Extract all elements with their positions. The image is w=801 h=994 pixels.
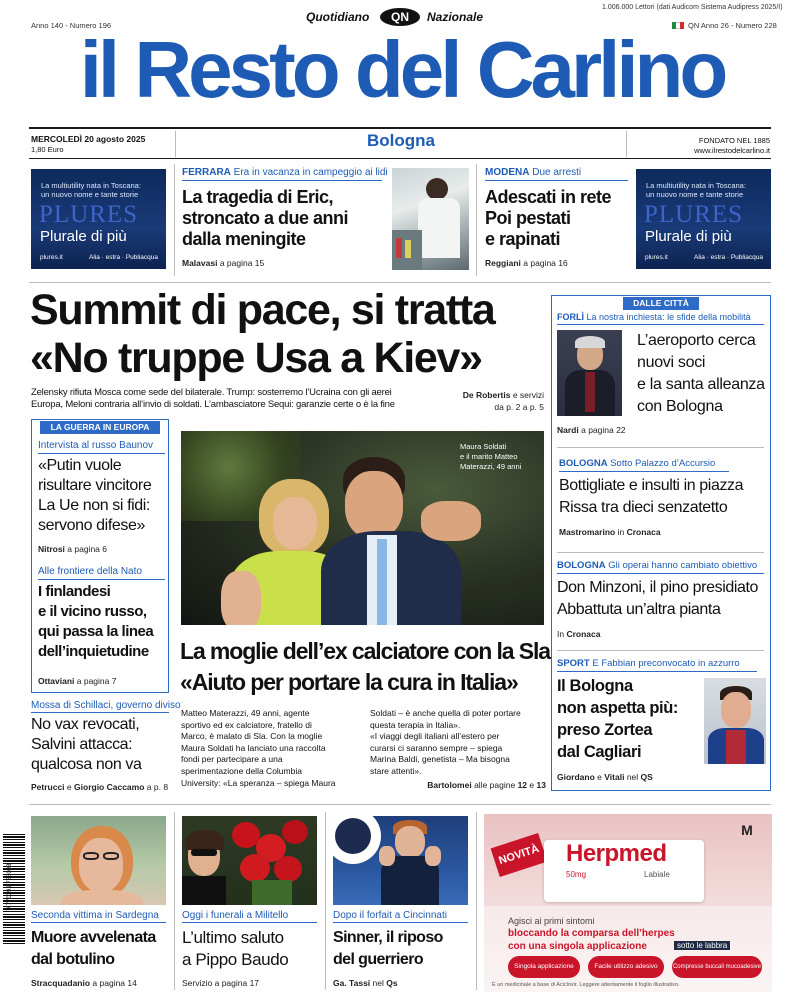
forli-line-2: nuovi soci: [637, 354, 706, 371]
issue-number-right: QN Anno 26 - Numero 228: [688, 21, 777, 30]
lead-summary: [31, 387, 395, 411]
sinner-author: Ga. Tassi: [333, 978, 371, 988]
ferrara-kicker: [182, 167, 388, 178]
lead-pages: da p. 2 a p. 5: [494, 402, 544, 412]
botulino-author: Stracquadanio: [31, 978, 91, 988]
sport-place: SPORT: [557, 658, 590, 669]
botulino-photo: [31, 816, 166, 905]
lead-headline-2: «No truppe Usa a Kiev»: [30, 334, 482, 382]
novax-and: e: [66, 782, 72, 792]
herpmed-footer: È un medicinale a base di Aciclovir. Leggere attentamente il foglio illustrativo.: [492, 982, 680, 988]
bologna2-kicker: [557, 560, 757, 571]
novax-line-3: qualcosa non va: [31, 756, 142, 773]
zortea-photo: [704, 678, 766, 764]
lab-photo: [392, 168, 469, 270]
ad-left-brand: PLURES: [39, 201, 139, 228]
founded-note: FONDATO NEL 1885: [698, 136, 770, 145]
baunov-page: a pagina 6: [67, 544, 107, 554]
sport-author-1: Giordano: [557, 772, 595, 782]
ad-left-partners: Alia · estra · Publiacqua: [89, 254, 159, 261]
baudo-line-2: a Pippo Baudo: [182, 950, 289, 969]
botulino-headline[interactable]: [31, 927, 156, 971]
ad-left-line2: un nuovo nome e tante storie: [41, 190, 139, 199]
bologna2-kicker-text: Gli operai hanno cambiato obiettivo: [608, 560, 758, 571]
forli-headline[interactable]: [637, 330, 765, 418]
herpmed-novita: NOVITÀ: [491, 833, 548, 877]
novax-line-1: No vax revocati,: [31, 716, 140, 733]
main-page-and: e: [529, 780, 535, 790]
bologna1-kicker-text: Sotto Palazzo d’Accursio: [610, 458, 716, 469]
plures-ad-left[interactable]: [31, 169, 166, 269]
nato-line-4: dell’inquietudine: [38, 643, 149, 660]
modena-author: Reggiani: [485, 258, 521, 268]
herpmed-line-3: con una singola applicazione: [508, 941, 647, 952]
main-col1-line-4: Maura Soldati ha lanciato una raccolta: [181, 742, 326, 753]
bologna1-author: Mastromarino: [559, 527, 616, 537]
nato-byline: [38, 676, 116, 686]
botulino-byline: [31, 978, 137, 988]
lead-headline[interactable]: [30, 286, 495, 382]
modena-headline-1: Adescati in rete: [485, 187, 612, 207]
main-page-prefix: alle pagine: [474, 780, 516, 790]
sport-byline: [557, 772, 653, 782]
sport-section: QS: [640, 772, 653, 782]
newspaper-title[interactable]: il Resto del Carlino: [79, 25, 725, 114]
sinner-headline[interactable]: [333, 927, 443, 971]
photo-caption-3: Materazzi, 49 anni: [460, 462, 522, 471]
war-box-header: LA GUERRA IN EUROPA: [40, 421, 160, 434]
ad-left-url: plures.it: [40, 254, 63, 261]
sport-line-4: dal Cagliari: [557, 743, 642, 761]
sinner-kicker: Dopo il forfait a Cincinnati: [333, 910, 447, 921]
sinner-line-1: Sinner, il riposo: [333, 929, 443, 946]
bologna1-line-1: Bottigliate e insulti in piazza: [559, 477, 744, 494]
bologna1-headline[interactable]: [559, 475, 743, 519]
lead-author-suffix: e servizi: [512, 390, 544, 400]
main-col2-line-6: stare attenti».: [370, 765, 422, 776]
baudo-headline[interactable]: [182, 927, 288, 971]
ferrara-place: FERRARA: [182, 167, 231, 178]
bologna1-kicker: [559, 458, 715, 469]
forli-page: a pagina 22: [581, 425, 626, 435]
main-col2-line-2: questa terapia in Italia».: [370, 719, 461, 730]
issue-price: 1,80 Euro: [31, 145, 64, 154]
forli-photo: [557, 330, 622, 416]
plures-ad-right[interactable]: [636, 169, 771, 269]
bologna1-place: BOLOGNA: [559, 458, 608, 469]
novax-page: a p. 8: [146, 782, 169, 792]
main-col1-line-5: fondi per partecipare a una: [181, 754, 283, 765]
forli-kicker: [557, 312, 751, 322]
lead-summary-1: Zelensky rifiuta Mosca come sede del bilaterale. Trump: sosterremo l’Ucraina con gli aerei: [31, 387, 392, 398]
modena-byline: [485, 258, 568, 268]
main-col1-line-3: Marco, è malato di Sla. Con la moglie: [181, 731, 323, 742]
forli-kicker-text: La nostra inchiesta: le sfide della mobilità: [586, 312, 751, 322]
baunov-byline: [38, 544, 107, 554]
baunov-line-2: risultare vincitore: [38, 477, 152, 494]
herpmed-line-1: Agisci ai primi sintomi: [508, 916, 595, 926]
herpmed-line-3b: sotto le labbra: [674, 941, 730, 950]
photo-caption: [460, 442, 521, 472]
readers-note: 1.006.000 Lettori (dati Audicom Sistema Audipress 2025/I): [602, 4, 783, 11]
bologna2-in: In: [557, 629, 565, 639]
novax-author-2: Giorgio Caccamo: [74, 782, 145, 792]
ad-left-line1: La multiutility nata in Toscana:: [41, 181, 141, 190]
herpmed-badge-2: Facile utilizzo adesivo: [588, 956, 664, 978]
novax-byline: [31, 782, 168, 792]
sport-kicker-text: E Fabbian preconvocato in azzurro: [592, 658, 740, 669]
novax-line-2: Salvini attacca:: [31, 736, 133, 753]
edition-city[interactable]: Bologna: [367, 131, 435, 150]
bologna2-section: Cronaca: [566, 629, 601, 639]
nato-author: Ottaviani: [38, 676, 75, 686]
baunov-line-1: «Putin vuole: [38, 457, 122, 474]
barcode-number: 9 770391 788008: [7, 863, 13, 911]
ferrara-headline-1: La tragedia di Eric,: [182, 187, 334, 207]
nato-line-1: I finlandesi: [38, 583, 111, 600]
dalle-citta-header: DALLE CITTÀ: [623, 297, 699, 310]
bologna1-byline: [559, 527, 661, 537]
ferrara-author: Malavasi: [182, 258, 218, 268]
main-col2-line-5: Marina Baldi, genetista – Ma bisogna: [370, 754, 510, 765]
herpmed-labiale: Labiale: [644, 870, 670, 879]
m-logo-icon: M: [741, 822, 753, 838]
sport-kicker: [557, 658, 740, 669]
bologna1-line-2: Rissa tra dieci senzatetto: [559, 499, 728, 516]
main-headline[interactable]: [180, 636, 550, 698]
sinner-byline: [333, 978, 398, 988]
main-story-col1: [181, 708, 359, 789]
nato-page: a pagina 7: [76, 676, 117, 686]
ferrara-headline-2: stroncato a due anni: [182, 208, 349, 229]
ferrara-page: a pagina 15: [219, 258, 265, 268]
bologna2-line-2: Abbattuta un’altra pianta: [557, 601, 721, 618]
main-col2-line-3: «I viaggi degli italiani all’estero per: [370, 731, 500, 742]
bologna2-place: BOLOGNA: [557, 560, 606, 571]
botulino-line-2: dal botulino: [31, 951, 115, 968]
baudo-line-1: L’ultimo saluto: [182, 928, 284, 947]
modena-headline-3: e rapinati: [485, 229, 561, 250]
bologna2-headline[interactable]: [557, 577, 758, 621]
baunov-headline[interactable]: [38, 456, 151, 536]
forli-author: Nardi: [557, 425, 579, 435]
lead-author: De Robertis: [462, 390, 511, 400]
photo-caption-2: e il marito Matteo: [460, 452, 518, 461]
botulino-kicker: Seconda vittima in Sardegna: [31, 910, 159, 921]
main-page-2: 13: [536, 780, 546, 790]
main-headline-2: «Aiuto per portare la cura in Italia»: [180, 669, 518, 695]
modena-kicker-text: Due arresti: [532, 167, 582, 178]
main-headline-1: La moglie dell’ex calciatore con la Sla: [180, 638, 550, 664]
herpmed-dose: 50mg: [566, 870, 587, 879]
forli-line-1: L’aeroporto cerca: [637, 332, 756, 349]
ad-right-brand: PLURES: [644, 201, 744, 228]
herpmed-line-2: bloccando la comparsa dell’herpes: [508, 928, 675, 939]
ad-left-tagline: Plurale di più: [40, 228, 127, 245]
ad-right-partners: Alia · estra · Publiacqua: [694, 254, 764, 261]
novax-author-1: Petrucci: [31, 782, 65, 792]
issue-number-left: Anno 140 - Numero 196: [31, 21, 112, 30]
sinner-nel: nel: [372, 978, 384, 988]
baudo-photo: [182, 816, 317, 905]
forli-place: FORLÌ: [557, 312, 584, 322]
ferrara-kicker-text: Era in vacanza in campeggio ai lidi: [233, 167, 388, 178]
sinner-section: Qs: [386, 978, 398, 988]
botulino-page: a pagina 14: [92, 978, 137, 988]
sport-author-2: Vitali: [604, 772, 625, 782]
main-story-col2: [370, 708, 546, 778]
modena-headline-2: Poi pestati: [485, 208, 571, 229]
sinner-photo: [333, 816, 468, 905]
main-page-1: 12: [517, 780, 528, 790]
main-byline: [400, 780, 546, 790]
forli-line-4: con Bologna: [637, 398, 723, 415]
ferrara-byline: [182, 258, 264, 268]
bologna2-byline: [557, 629, 600, 639]
baudo-byline: [182, 978, 259, 988]
ferrara-headline[interactable]: [182, 187, 348, 251]
nato-headline[interactable]: [38, 582, 153, 662]
sport-headline[interactable]: [557, 675, 678, 763]
modena-kicker: [485, 167, 581, 178]
main-col1-line-2: sportivo ed ex calciatore, fratello di: [181, 719, 312, 730]
baunov-line-3: La Ue non si fidi:: [38, 497, 150, 514]
ferrara-headline-3: dalla meningite: [182, 229, 306, 250]
modena-page: a pagina 16: [523, 258, 568, 268]
main-author: Bartolomei: [427, 780, 472, 790]
modena-headline[interactable]: [485, 187, 611, 251]
website[interactable]: www.ilrestodelcarlino.it: [694, 146, 770, 155]
sport-line-3: preso Zortea: [557, 721, 653, 739]
baunov-kicker: Intervista al russo Baunov: [38, 440, 154, 451]
photo-caption-1: Maura Soldati: [460, 442, 507, 451]
sinner-line-2: del guerriero: [333, 951, 424, 968]
forli-line-3: e la santa alleanza: [637, 376, 765, 393]
ad-right-tagline: Plurale di più: [645, 228, 732, 245]
ad-right-line1: La multiutility nata in Toscana:: [646, 181, 746, 190]
bologna1-section: Cronaca: [626, 527, 661, 537]
lead-byline: [452, 389, 544, 413]
nazionale-label: Nazionale: [427, 10, 484, 24]
novax-kicker: Mossa di Schillaci, governo diviso: [31, 700, 181, 711]
ad-right-line2: un nuovo nome e tante storie: [646, 190, 744, 199]
bologna2-line-1: Don Minzoni, il pino presidiato: [557, 579, 759, 596]
main-col2-line-4: curarsi ci saranno sempre – spiega: [370, 742, 503, 753]
nato-line-3: qui passa la linea: [38, 623, 154, 640]
baudo-kicker: Oggi i funerali a Militello: [182, 910, 289, 921]
issue-date: MERCOLEDÌ 20 agosto 2025: [31, 134, 146, 144]
main-col1-line-1: Matteo Materazzi, 49 anni, agente: [181, 708, 310, 718]
nato-line-2: e il vicino russo,: [38, 603, 147, 620]
novax-headline[interactable]: [31, 715, 142, 775]
sport-line-1: Il Bologna: [557, 677, 633, 695]
herpmed-ad[interactable]: [484, 814, 772, 992]
herpmed-badge-1: Singola applicazione: [508, 956, 580, 978]
sport-and: e: [597, 772, 602, 782]
baunov-author: Nitrosi: [38, 544, 65, 554]
sport-line-2: non aspetta più:: [557, 699, 679, 717]
lead-headline-1: Summit di pace, si tratta: [30, 286, 495, 334]
herpmed-badge-3: Compresse buccali mucoadesive: [672, 956, 762, 978]
bologna1-in: in: [617, 527, 625, 537]
botulino-line-1: Muore avvelenata: [31, 929, 156, 946]
main-col2-line-1: Soldati – è anche quella di poter portare: [370, 708, 521, 718]
quotidiano-label: Quotidiano: [306, 10, 370, 24]
main-col1-line-6: sperimentazione della Columbia: [181, 765, 302, 776]
sport-nel: nel: [626, 772, 639, 782]
modena-place: MODENA: [485, 167, 530, 178]
qn-logo: QN: [380, 8, 420, 26]
baudo-page: a pagina 17: [214, 978, 260, 988]
forli-byline: [557, 425, 626, 435]
main-col1-line-7: University: «La speranza – spiega Maura: [181, 777, 336, 788]
ad-right-url: plures.it: [645, 254, 668, 261]
baunov-line-4: servono difese»: [38, 517, 145, 534]
nato-kicker: Alle frontiere della Nato: [38, 566, 142, 577]
baudo-author: Servizio: [182, 978, 213, 988]
herpmed-brand: Herpmed: [566, 840, 667, 867]
lead-summary-2: Europa, Meloni contraria all’invio di soldati. L’ambasciatore Sequi: garanzie certe o è la fine: [31, 399, 395, 410]
